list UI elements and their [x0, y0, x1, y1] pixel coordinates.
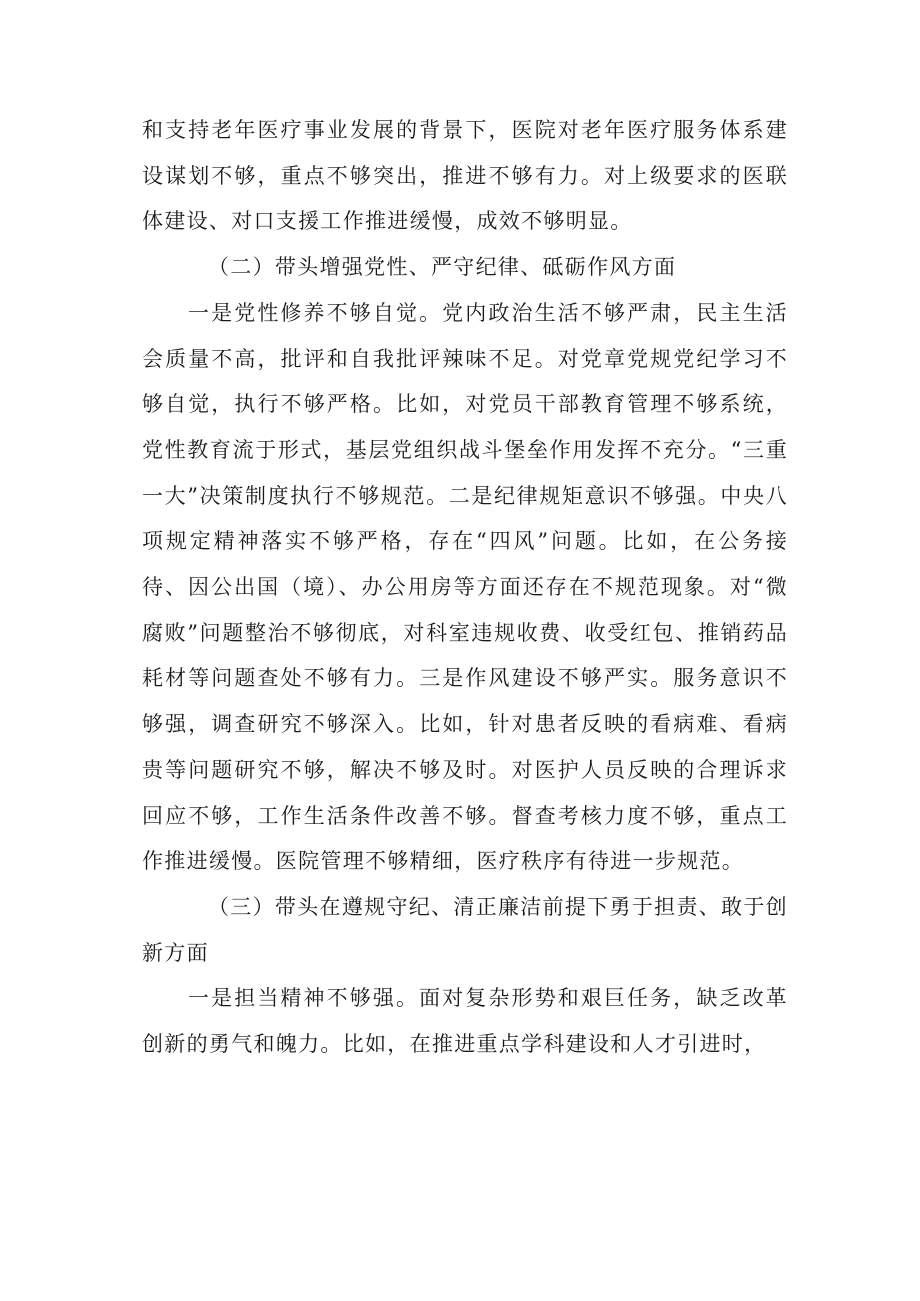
- body-paragraph: 和支持老年医疗事业发展的背景下，医院对老年医疗服务体系建设谋划不够，重点不够突出，推进不够有力。对上级要求的医联体建设、对口支援工作推进缓慢，成效不够明显。: [142, 118, 788, 234]
- document-body: [142, 108, 788, 1068]
- body-paragraph: 一是党性修养不够自觉。党内政治生活不够严肃，民主生活会质量不高，批评和自我批评辣味不足。对党章党规党纪学习不够自觉，执行不够严格。比如，对党员干部教育管理不够系统，党性教育流于形式，基层党组织战斗堡垒作用发挥不充分。“三重一大”决策制度执行不够规范。二是纪律规矩意识不够强。中央八项规定精神落实不够严格，存在“四风”问题。比如，在公务接待、因公出国（境）、办公用房等方面还存在不规范现象。对“微腐败”问题整治不够彻底，对科室违规收费、收受红包、推销药品耗材等问题查处不够有力。三是作风建设不够严实。服务意识不够强，调查研究不够深入。比如，针对患者反映的看病难、看病贵等问题研究不够，解决不够及时。对医护人员反映的合理诉求回应不够，工作生活条件改善不够。督查考核力度不够，重点工作推进缓慢。医院管理不够精细，医疗秩序有待进一步规范。: [142, 300, 788, 874]
- section-heading: （三）带头在遵规守纪、清正廉洁前提下勇于担责、敢于创新方面: [142, 894, 788, 965]
- section-heading: （二）带头增强党性、严守纪律、砥砺作风方面: [208, 255, 677, 280]
- body-paragraph: 一是担当精神不够强。面对复杂形势和艰巨任务，缺乏改革创新的勇气和魄力。比如，在推进重点学科建设和人才引进时，: [142, 986, 788, 1057]
